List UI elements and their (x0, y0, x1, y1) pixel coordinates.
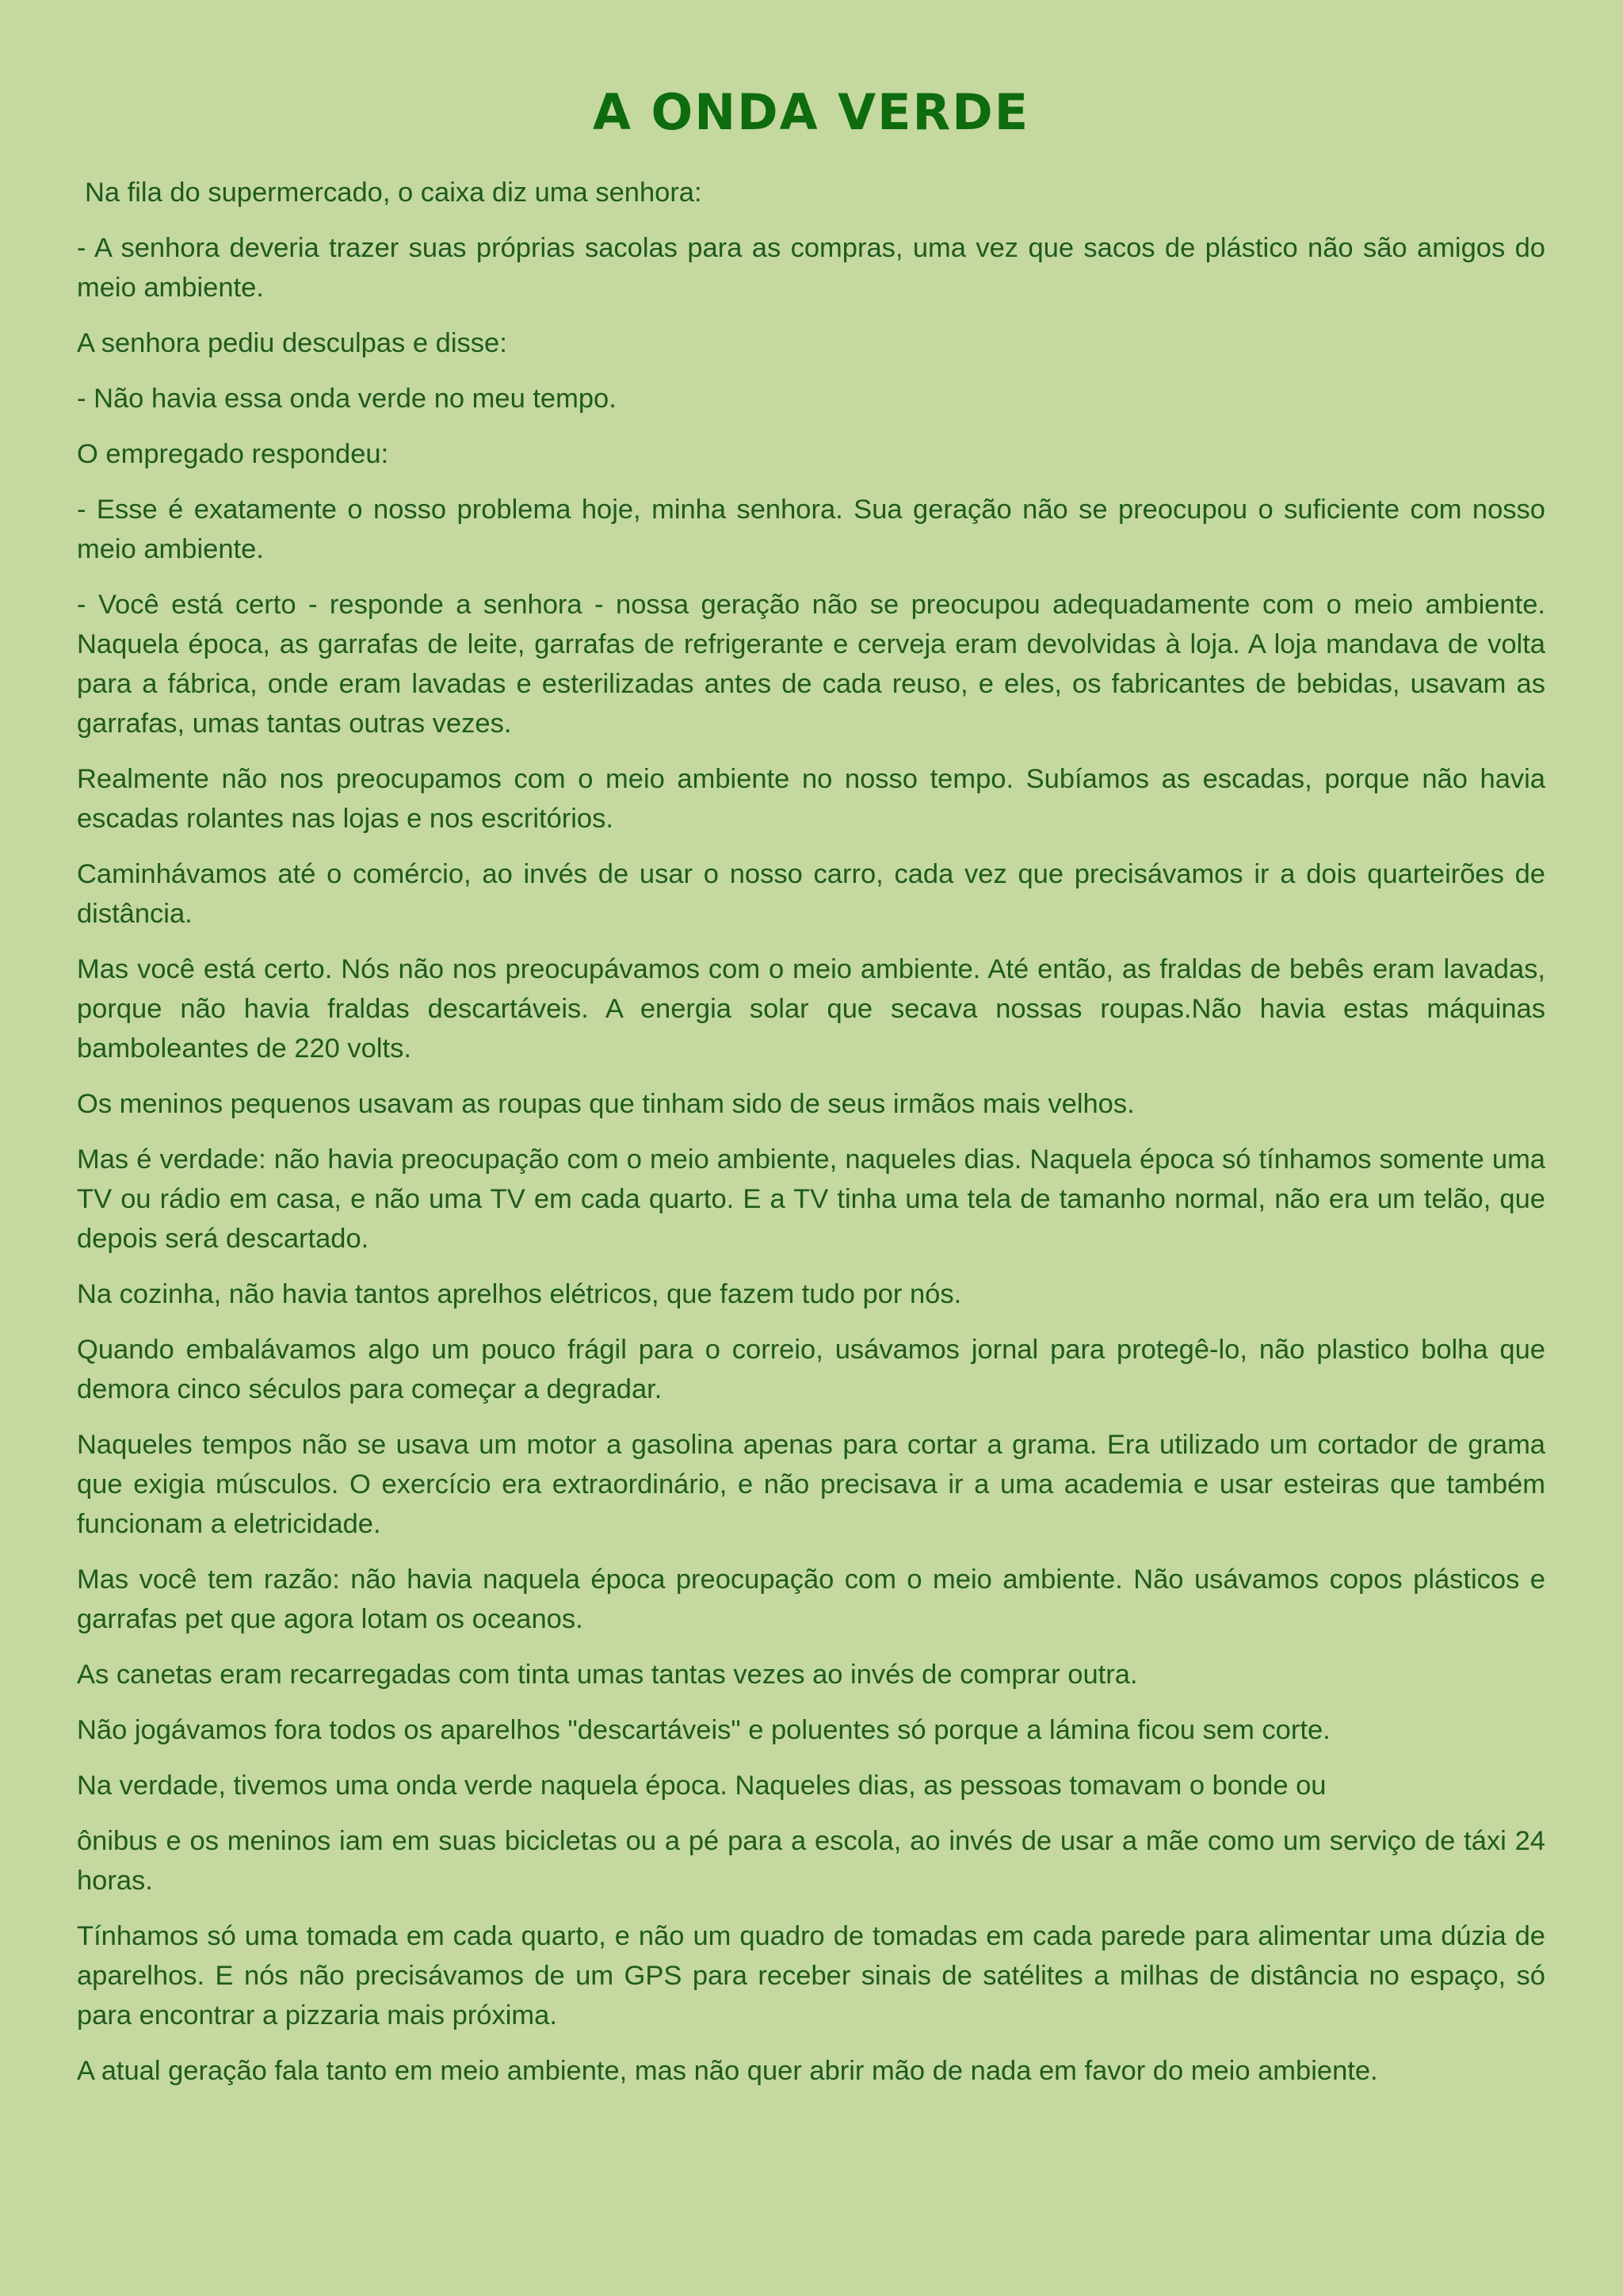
paragraph: Na fila do supermercado, o caixa diz uma senhora: (85, 178, 702, 208)
paragraph: Naqueles tempos não se usava um motor a gasolina apenas para cortar a grama. Era utilizado um cortador de grama que exigia músculos. O exercício era extraordinário, e não precisava ir a uma academia e usar esteiras que também funcionam a eletricidade. (77, 1430, 1545, 1539)
paragraph: - Esse é exatamente o nosso problema hoje, minha senhora. Sua geração não se preocupou o suficiente com nosso meio ambiente. (77, 495, 1545, 564)
paragraph: - Não havia essa onda verde no meu tempo. (77, 384, 617, 414)
paragraph: Os meninos pequenos usavam as roupas que tinham sido de seus irmãos mais velhos. (77, 1089, 1135, 1119)
paragraph: Mas você tem razão: não havia naquela época preocupação com o meio ambiente. Não usávamos copos plásticos e garrafas pet que agora lotam os oceanos. (77, 1564, 1545, 1634)
paragraph: ônibus e os meninos iam em suas bicicletas ou a pé para a escola, ao invés de usar a mãe como um serviço de táxi 24 horas. (77, 1826, 1545, 1896)
paragraph: Mas é verdade: não havia preocupação com o meio ambiente, naqueles dias. Naquela época só tínhamos somente uma TV ou rádio em casa, e não uma TV em cada quarto. E a TV tinha uma tela de tamanho normal, não era um telão, que depois será descartado. (77, 1144, 1545, 1254)
paragraph: Tínhamos só uma tomada em cada quarto, e não um quadro de tomadas em cada parede para alimentar uma dúzia de aparelhos. E nós não precisávamos de um GPS para receber sinais de satélites a milhas de distância no espaço, só para encontrar a pizzaria mais próxima. (77, 1921, 1545, 2030)
paragraph: Quando embalávamos algo um pouco frágil para o correio, usávamos jornal para protegê-lo, não plastico bolha que demora cinco séculos para começar a degradar. (77, 1335, 1545, 1404)
paragraph: - Você está certo - responde a senhora - nossa geração não se preocupou adequadamente com o meio ambiente. Naquela época, as garrafas de leite, garrafas de refrigerante e cerveja eram devolvidas à loja. A loja mandava de volta para a fábrica, onde eram lavadas e esterilizadas antes de cada reuso, e eles, os fabricantes de bebidas, usavam as garrafas, umas tantas outras vezes. (77, 590, 1545, 739)
page-title: A ONDA VERDE (592, 83, 1030, 141)
paragraph: Na cozinha, não havia tantos aprelhos elétricos, que fazem tudo por nós. (77, 1279, 962, 1309)
paragraph: As canetas eram recarregadas com tinta umas tantas vezes ao invés de comprar outra. (77, 1660, 1138, 1690)
paragraph: Mas você está certo. Nós não nos preocupávamos com o meio ambiente. Até então, as fraldas de bebês eram lavadas, porque não havia fraldas descartáveis. A energia solar que secava nossas roupas.Não havia estas máquinas bamboleantes de 220 volts. (77, 954, 1545, 1064)
paragraph: Na verdade, tivemos uma onda verde naquela época. Naqueles dias, as pessoas tomavam o bonde ou (77, 1771, 1327, 1801)
paragraph: Caminhávamos até o comércio, ao invés de usar o nosso carro, cada vez que precisávamos ir a dois quarteirões de distância. (77, 859, 1545, 929)
paragraph: - A senhora deveria trazer suas próprias sacolas para as compras, uma vez que sacos de plástico não são amigos do meio ambiente. (77, 233, 1545, 303)
paragraph: O empregado respondeu: (77, 439, 389, 469)
paragraph: A atual geração fala tanto em meio ambiente, mas não quer abrir mão de nada em favor do meio ambiente. (77, 2056, 1378, 2086)
paragraph: Não jogávamos fora todos os aparelhos "descartáveis" e poluentes só porque a lámina ficou sem corte. (77, 1715, 1331, 1745)
document-page (77, 79, 1545, 2091)
paragraph: Realmente não nos preocupamos com o meio ambiente no nosso tempo. Subíamos as escadas, porque não havia escadas rolantes nas lojas e nos escritórios. (77, 764, 1545, 834)
paragraph: A senhora pediu desculpas e disse: (77, 328, 507, 358)
